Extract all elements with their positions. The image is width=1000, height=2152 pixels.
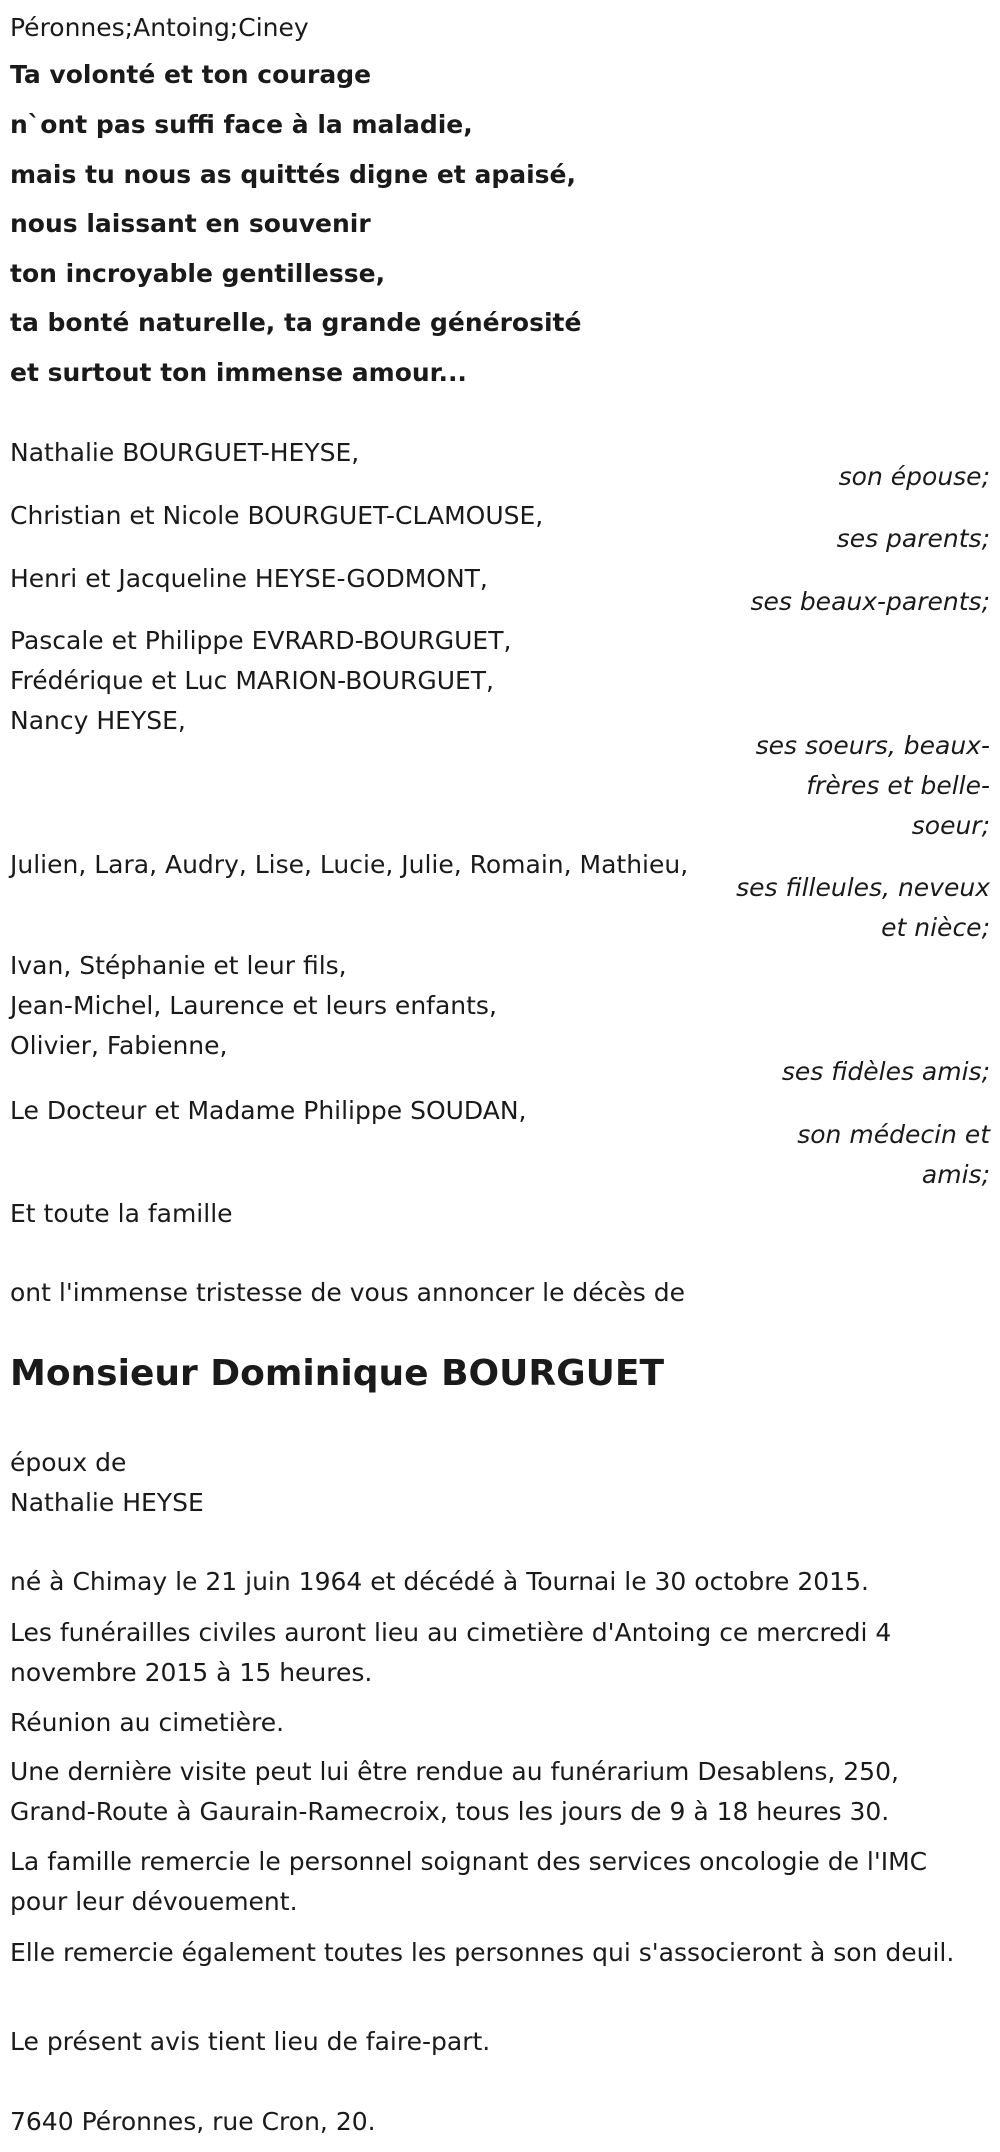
announcement: ont l'immense tristesse de vous annoncer le décès de xyxy=(10,1278,686,1307)
family-name: Julien, Lara, Audry, Lise, Lucie, Julie, Romain, Mathieu, xyxy=(10,850,689,879)
family-role: ses soeurs, beaux-frères et belle-soeur; xyxy=(755,731,990,840)
poem-line: Ta volonté et ton courage xyxy=(10,60,372,89)
detail-paragraph: Une dernière visite peut lui être rendue au funérarium Desablens, 250, Grand-Route à Gaurain-Ramecroix, tous les jours de 9 à 18 heures 30. xyxy=(10,1757,899,1826)
family-name: Ivan, Stéphanie et leur fils, xyxy=(10,951,347,980)
family-name: Le Docteur et Madame Philippe SOUDAN, xyxy=(10,1096,527,1125)
detail-paragraph: Elle remercie également toutes les personnes qui s'associeront à son deuil. xyxy=(10,1938,955,1967)
poem-line: ta bonté naturelle, ta grande générosité xyxy=(10,308,582,337)
spouse-name: Nathalie HEYSE xyxy=(10,1488,204,1517)
detail-paragraph: Les funérailles civiles auront lieu au cimetière d'Antoing ce mercredi 4 novembre 2015 à 15 heures. xyxy=(10,1618,892,1687)
closing-family: Et toute la famille xyxy=(10,1199,233,1228)
family-name: Christian et Nicole BOURGUET-CLAMOUSE, xyxy=(10,501,544,530)
poem-line: et surtout ton immense amour... xyxy=(10,358,467,387)
poem-line: ton incroyable gentillesse, xyxy=(10,259,386,288)
family-name: Jean-Michel, Laurence et leurs enfants, xyxy=(10,991,497,1020)
address: 7640 Péronnes, rue Cron, 20. xyxy=(10,2107,376,2136)
detail-paragraph: né à Chimay le 21 juin 1964 et décédé à Tournai le 30 octobre 2015. xyxy=(10,1567,869,1596)
detail-paragraph: Le présent avis tient lieu de faire-part. xyxy=(10,2027,491,2056)
family-name: Pascale et Philippe EVRARD-BOURGUET, xyxy=(10,626,512,655)
family-name: Henri et Jacqueline HEYSE-GODMONT, xyxy=(10,564,488,593)
family-role: son épouse; xyxy=(838,462,990,491)
family-name: Frédérique et Luc MARION-BOURGUET, xyxy=(10,666,495,695)
locations-header: Péronnes;Antoing;Ciney xyxy=(10,13,309,42)
poem-line: n`ont pas suffi face à la maladie, xyxy=(10,110,473,139)
deceased-name: Monsieur Dominique BOURGUET xyxy=(10,1353,664,1394)
family-role: ses parents; xyxy=(836,524,990,553)
spouse-label: époux de xyxy=(10,1448,127,1477)
family-role: son médecin et amis; xyxy=(797,1120,990,1189)
family-role: ses fidèles amis; xyxy=(781,1057,990,1086)
poem-line: nous laissant en souvenir xyxy=(10,209,371,238)
family-name: Nancy HEYSE, xyxy=(10,706,186,735)
family-name: Nathalie BOURGUET-HEYSE, xyxy=(10,438,360,467)
detail-paragraph: Réunion au cimetière. xyxy=(10,1708,285,1737)
family-role: ses beaux-parents; xyxy=(750,587,990,616)
detail-paragraph: La famille remercie le personnel soignant des services oncologie de l'IMC pour leur dévouement. xyxy=(10,1847,928,1916)
family-role: ses filleules, neveux et nièce; xyxy=(736,873,990,942)
poem-line: mais tu nous as quittés digne et apaisé, xyxy=(10,160,577,189)
family-name: Olivier, Fabienne, xyxy=(10,1031,228,1060)
